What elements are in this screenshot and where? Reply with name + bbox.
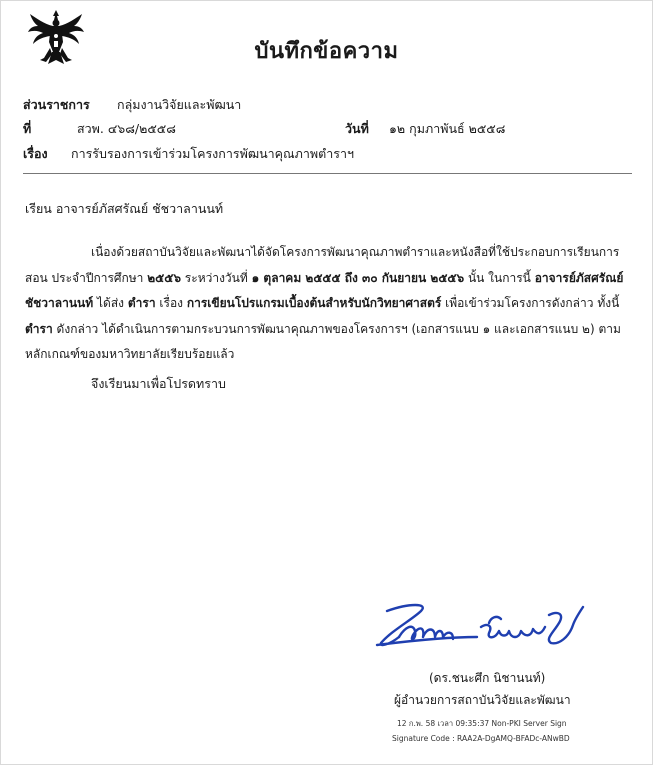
closing-line: จึงเรียนมาเพื่อโปรดทราบ: [91, 376, 226, 391]
ref-value: สวพ. ๔๖๘/๒๕๕๘: [77, 121, 176, 136]
salutation: เรียน อาจารย์ภัสศรัณย์ ชัชวาลานนท์: [25, 201, 224, 216]
agency-label: ส่วนราชการ: [23, 97, 90, 112]
header-divider: [23, 173, 632, 174]
book-title: การเขียนโปรแกรมเบื้องต้นสำหรับนักวิทยาศาสตร์: [186, 296, 442, 310]
agency-value: กลุ่มงานวิจัยและพัฒนา: [117, 97, 242, 112]
signer-name: (ดร.ชนะศึก นิชานนท์): [429, 671, 546, 685]
agency-row: [23, 97, 241, 113]
date-row: [345, 121, 505, 137]
academic-year: ๒๕๕๖: [147, 270, 181, 285]
memo-title: บันทึกข้อความ: [254, 39, 399, 64]
subject-value: การรับรองการเข้าร่วมโครงการพัฒนาคุณภาพตำราฯ: [71, 146, 355, 161]
signature-code: Signature Code : RAA2A-DgAMQ-BFADc-ANwBD: [392, 734, 570, 743]
memo-body: [25, 240, 635, 368]
signing-timestamp: 12 ก.พ. 58 เวลา 09:35:37 Non-PKI Server Sign: [397, 719, 567, 728]
date-label: วันที่: [345, 121, 369, 136]
date-range: ๑ ตุลาคม ๒๕๕๕ ถึง ๓๐ กันยายน ๒๕๕๖: [251, 270, 465, 285]
signature-image: [369, 597, 609, 657]
textbook-word-2: ตำรา: [25, 321, 53, 336]
textbook-word: ตำรา: [127, 296, 156, 310]
body-paragraph: เนื่องด้วยสถาบันวิจัยและพัฒนาได้จัดโครงการพัฒนาคุณภาพตำราและหนังสือที่ใช้ประกอบการเรียนการสอน ประจำปีการศึกษา ๒๕๕๖ ระหว่างวันที่ ๑ ตุลาคม ๒๕๕๕ ถึง ๓๐ กันยายน ๒๕๕๖ นั้น ในการนี้ อาจารย์ภัสศรัณย์ ชัชวาลานนท์ ได้ส่ง ตำรา เรื่อง การเขียนโปรแกรมเบื้องต้นสำหรับนักวิทยาศาสตร์ เพื่อเข้าร่วมโครงการดังกล่าว ทั้งนี้ ตำรา ดังกล่าว ได้ดำเนินการตามกระบวนการพัฒนาคุณภาพของโครงการฯ (เอกสารแนบ ๑ และเอกสารแนบ ๒) ตามหลักเกณฑ์ของมหาวิทยาลัยเรียบร้อยแล้ว: [25, 245, 624, 361]
subject-row: [23, 146, 354, 162]
date-value: ๑๒ กุมภาพันธ์ ๒๕๕๘: [389, 121, 506, 136]
signer-position: ผู้อำนวยการสถาบันวิจัยและพัฒนา: [394, 693, 571, 707]
reference-row: [23, 121, 176, 137]
ref-label: ที่: [23, 121, 32, 136]
subject-label: เรื่อง: [23, 146, 48, 161]
author-name: อาจารย์ภัสศรัณย์ ชัชวาลานนท์: [25, 270, 624, 310]
